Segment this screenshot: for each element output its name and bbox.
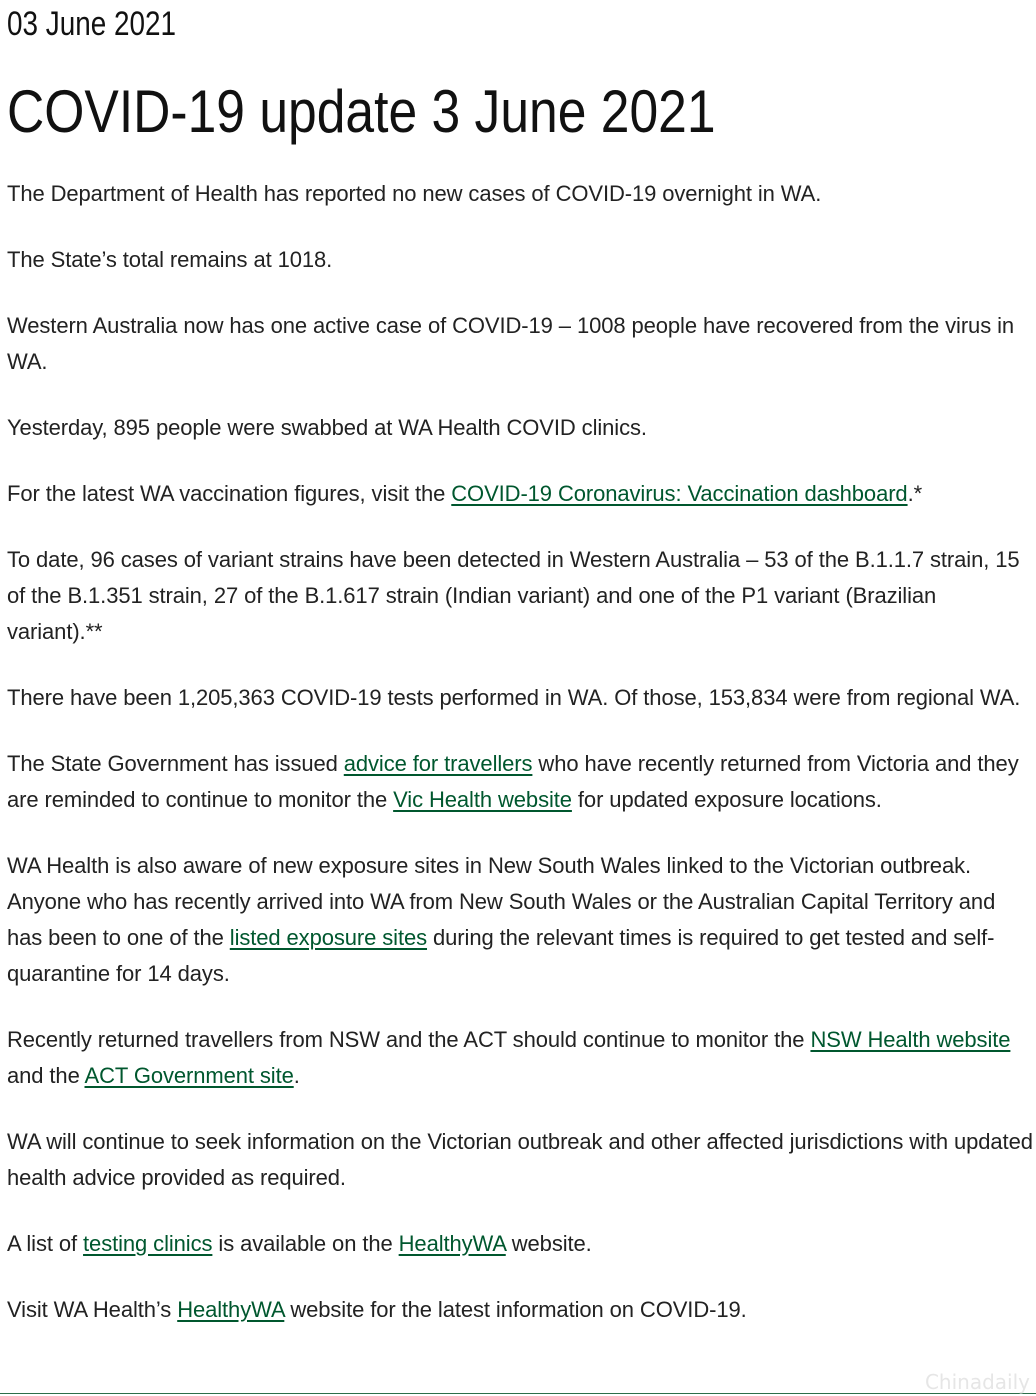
paragraph-nsw-exposure [7, 848, 1033, 992]
healthywa-link[interactable]: HealthyWA [398, 1231, 506, 1256]
publish-date: 03 June 2021 [7, 5, 176, 43]
text-segment: during the relevant times is required to get tested and self-quarantine for 14 days. [7, 925, 995, 986]
paragraph-variants: To date, 96 cases of variant strains have been detected in Western Australia – 53 of the B.1.1.7 strain, 15 of the B.1.351 strain, 27 of the B.1.617 strain (Indian variant) and one of the P1 variant (Brazilian variant).** [7, 547, 1020, 644]
article-body [7, 176, 1033, 1328]
paragraph-no-new-cases: The Department of Health has reported no new cases of COVID-19 overnight in WA. [7, 181, 822, 206]
text-segment: is available on the [212, 1231, 399, 1256]
bottom-divider [0, 1393, 1036, 1394]
listed-exposure-sites-link[interactable]: listed exposure sites [229, 925, 428, 950]
paragraph-victorian-outbreak: WA will continue to seek information on the Victorian outbreak and other affected jurisdictions with updated health advice provided as required. [7, 1129, 1033, 1190]
nsw-health-website-link[interactable]: NSW Health website [810, 1027, 1011, 1052]
watermark: Chinadaily [924, 1370, 1030, 1394]
healthywa-latest-link[interactable]: HealthyWA [177, 1297, 285, 1322]
paragraph-swabbed: Yesterday, 895 people were swabbed at WA Health COVID clinics. [7, 415, 647, 440]
vic-health-website-link[interactable]: Vic Health website [393, 787, 572, 812]
testing-clinics-link[interactable]: testing clinics [83, 1231, 213, 1256]
text-segment: who have recently returned from Victoria and they are reminded to continue to monitor the [7, 751, 1019, 812]
text-segment: website. [505, 1231, 592, 1256]
paragraph-visit-healthywa [7, 1292, 1033, 1328]
paragraph-testing-clinics [7, 1226, 1033, 1262]
text-segment: Recently returned travellers from NSW and the ACT should continue to monitor the [7, 1027, 811, 1052]
text-segment: WA Health is also aware of new exposure sites in New South Wales linked to the Victorian outbreak. Anyone who has recently arrived into WA from New South Wales or the Australian Capital Territory and has been to one of the [7, 853, 996, 950]
vaccination-dashboard-link[interactable]: COVID-19 Coronavirus: Vaccination dashboard [451, 481, 908, 506]
text-segment: Visit WA Health’s [7, 1297, 178, 1322]
paragraph-vaccination [7, 476, 1033, 512]
text-segment: For the latest WA vaccination figures, visit the [7, 481, 452, 506]
advice-for-travellers-link[interactable]: advice for travellers [343, 751, 533, 776]
paragraph-nsw-act-monitor [7, 1022, 1033, 1094]
text-segment: and the [7, 1063, 85, 1088]
text-segment: for updated exposure locations. [571, 787, 882, 812]
paragraph-victoria-travellers [7, 746, 1033, 818]
text-segment: . [293, 1063, 300, 1088]
text-segment: .* [907, 481, 923, 506]
page-title: COVID-19 update 3 June 2021 [7, 78, 716, 145]
text-segment: website for the latest information on COVID-19. [284, 1297, 747, 1322]
act-government-site-link[interactable]: ACT Government site [84, 1063, 294, 1088]
paragraph-active-cases: Western Australia now has one active case of COVID-19 – 1008 people have recovered from the virus in WA. [7, 313, 1015, 374]
text-segment: A list of [7, 1231, 84, 1256]
paragraph-state-total: The State’s total remains at 1018. [7, 247, 333, 272]
text-segment: The State Government has issued [7, 751, 344, 776]
paragraph-tests: There have been 1,205,363 COVID-19 tests performed in WA. Of those, 153,834 were from regional WA. [7, 685, 1021, 710]
article [7, 0, 1033, 1358]
